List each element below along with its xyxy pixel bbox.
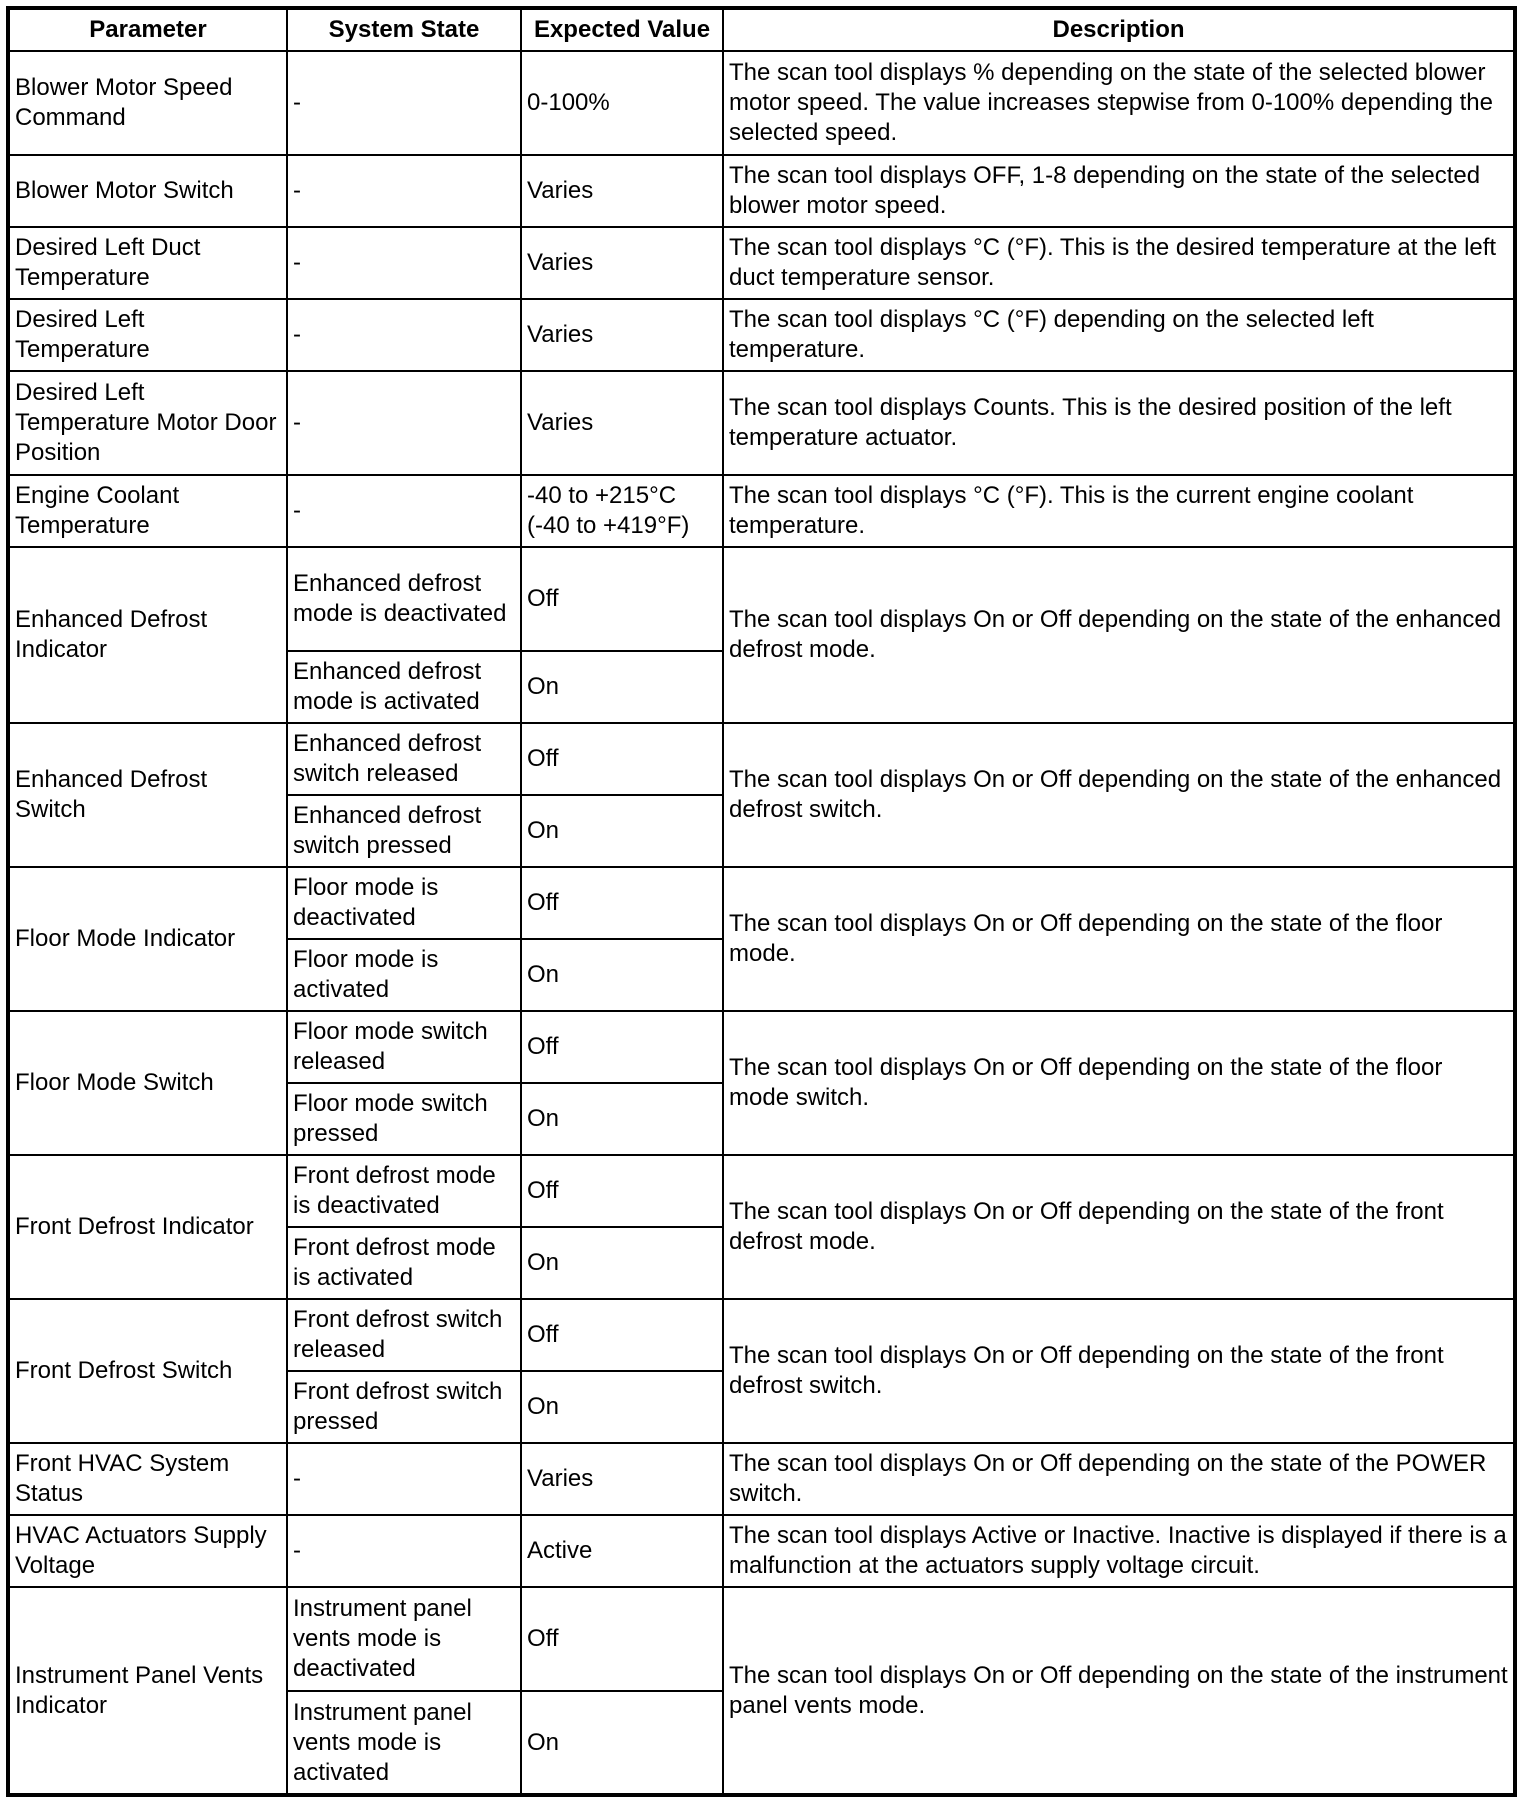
- table-row: [8, 1515, 1515, 1587]
- system-state-cell: -: [287, 155, 521, 227]
- parameter-cell: Floor Mode Switch: [8, 1011, 287, 1155]
- system-state-cell: -: [287, 1443, 521, 1515]
- expected-value-cell: On: [521, 1371, 723, 1443]
- expected-value-cell: On: [521, 1227, 723, 1299]
- table-row: [8, 155, 1515, 227]
- system-state-cell: -: [287, 371, 521, 475]
- system-state-cell: Instrument panel vents mode is deactivated: [287, 1587, 521, 1691]
- parameter-cell: Enhanced Defrost Indicator: [8, 547, 287, 723]
- table-row: [8, 1011, 1515, 1083]
- expected-value-cell: -40 to +215°C (-40 to +419°F): [521, 475, 723, 547]
- table-row: [8, 1443, 1515, 1515]
- expected-value-cell: Varies: [521, 227, 723, 299]
- expected-value-cell: Varies: [521, 155, 723, 227]
- system-state-cell: -: [287, 299, 521, 371]
- system-state-cell: Floor mode is activated: [287, 939, 521, 1011]
- system-state-cell: Front defrost mode is deactivated: [287, 1155, 521, 1227]
- expected-value-cell: Varies: [521, 299, 723, 371]
- expected-value-cell: 0-100%: [521, 51, 723, 155]
- expected-value-cell: Off: [521, 1155, 723, 1227]
- system-state-cell: -: [287, 475, 521, 547]
- description-cell: The scan tool displays Counts. This is the desired position of the left temperature actuator.: [723, 371, 1515, 475]
- description-cell: The scan tool displays °C (°F). This is the desired temperature at the left duct temperature sensor.: [723, 227, 1515, 299]
- header-system-state: System State: [287, 8, 521, 51]
- description-cell: The scan tool displays % depending on the state of the selected blower motor speed. The value increases stepwise from 0-100% depending the selected speed.: [723, 51, 1515, 155]
- parameter-cell: Desired Left Temperature: [8, 299, 287, 371]
- description-cell: The scan tool displays On or Off depending on the state of the front defrost mode.: [723, 1155, 1515, 1299]
- system-state-cell: Enhanced defrost mode is deactivated: [287, 547, 521, 651]
- system-state-cell: Enhanced defrost switch released: [287, 723, 521, 795]
- system-state-cell: Floor mode switch released: [287, 1011, 521, 1083]
- expected-value-cell: Varies: [521, 371, 723, 475]
- table-row: [8, 51, 1515, 155]
- table-row: [8, 227, 1515, 299]
- parameter-cell: Floor Mode Indicator: [8, 867, 287, 1011]
- parameter-cell: Blower Motor Speed Command: [8, 51, 287, 155]
- table-row: [8, 371, 1515, 475]
- expected-value-cell: Off: [521, 1011, 723, 1083]
- table-row: [8, 1587, 1515, 1691]
- parameter-cell: Front Defrost Indicator: [8, 1155, 287, 1299]
- header-row: [8, 8, 1515, 51]
- expected-value-cell: Off: [521, 1587, 723, 1691]
- description-cell: The scan tool displays On or Off depending on the state of the instrument panel vents mode.: [723, 1587, 1515, 1795]
- expected-value-cell: On: [521, 795, 723, 867]
- parameter-cell: Engine Coolant Temperature: [8, 475, 287, 547]
- description-cell: The scan tool displays °C (°F). This is the current engine coolant temperature.: [723, 475, 1515, 547]
- parameter-table: [6, 6, 1517, 1797]
- parameter-cell: Front HVAC System Status: [8, 1443, 287, 1515]
- description-cell: The scan tool displays On or Off depending on the state of the enhanced defrost switch.: [723, 723, 1515, 867]
- expected-value-cell: Off: [521, 867, 723, 939]
- expected-value-cell: Off: [521, 1299, 723, 1371]
- system-state-cell: Front defrost switch pressed: [287, 1371, 521, 1443]
- expected-value-cell: On: [521, 939, 723, 1011]
- system-state-cell: Floor mode switch pressed: [287, 1083, 521, 1155]
- description-cell: The scan tool displays OFF, 1-8 depending on the state of the selected blower motor speed.: [723, 155, 1515, 227]
- description-cell: The scan tool displays On or Off depending on the state of the POWER switch.: [723, 1443, 1515, 1515]
- header-expected-value: Expected Value: [521, 8, 723, 51]
- table-row: [8, 867, 1515, 939]
- table-row: [8, 475, 1515, 547]
- parameter-cell: Blower Motor Switch: [8, 155, 287, 227]
- table-row: [8, 299, 1515, 371]
- system-state-cell: Front defrost switch released: [287, 1299, 521, 1371]
- system-state-cell: -: [287, 51, 521, 155]
- expected-value-cell: Off: [521, 723, 723, 795]
- parameter-cell: Enhanced Defrost Switch: [8, 723, 287, 867]
- description-cell: The scan tool displays On or Off depending on the state of the front defrost switch.: [723, 1299, 1515, 1443]
- header-parameter: Parameter: [8, 8, 287, 51]
- system-state-cell: Enhanced defrost mode is activated: [287, 651, 521, 723]
- system-state-cell: Front defrost mode is activated: [287, 1227, 521, 1299]
- expected-value-cell: Off: [521, 547, 723, 651]
- parameter-cell: Desired Left Duct Temperature: [8, 227, 287, 299]
- parameter-cell: Desired Left Temperature Motor Door Position: [8, 371, 287, 475]
- table-row: [8, 1155, 1515, 1227]
- system-state-cell: -: [287, 227, 521, 299]
- parameter-cell: Front Defrost Switch: [8, 1299, 287, 1443]
- expected-value-cell: On: [521, 1691, 723, 1795]
- description-cell: The scan tool displays On or Off depending on the state of the enhanced defrost mode.: [723, 547, 1515, 723]
- expected-value-cell: Varies: [521, 1443, 723, 1515]
- expected-value-cell: On: [521, 1083, 723, 1155]
- description-cell: The scan tool displays Active or Inactive. Inactive is displayed if there is a malfunction at the actuators supply voltage circuit.: [723, 1515, 1515, 1587]
- table-row: [8, 1299, 1515, 1371]
- system-state-cell: -: [287, 1515, 521, 1587]
- description-cell: The scan tool displays On or Off depending on the state of the floor mode.: [723, 867, 1515, 1011]
- parameter-cell: Instrument Panel Vents Indicator: [8, 1587, 287, 1795]
- system-state-cell: Enhanced defrost switch pressed: [287, 795, 521, 867]
- expected-value-cell: On: [521, 651, 723, 723]
- parameter-cell: HVAC Actuators Supply Voltage: [8, 1515, 287, 1587]
- system-state-cell: Instrument panel vents mode is activated: [287, 1691, 521, 1795]
- expected-value-cell: Active: [521, 1515, 723, 1587]
- table-row: [8, 723, 1515, 795]
- description-cell: The scan tool displays On or Off depending on the state of the floor mode switch.: [723, 1011, 1515, 1155]
- table-row: [8, 547, 1515, 651]
- header-description: Description: [723, 8, 1515, 51]
- system-state-cell: Floor mode is deactivated: [287, 867, 521, 939]
- description-cell: The scan tool displays °C (°F) depending on the selected left temperature.: [723, 299, 1515, 371]
